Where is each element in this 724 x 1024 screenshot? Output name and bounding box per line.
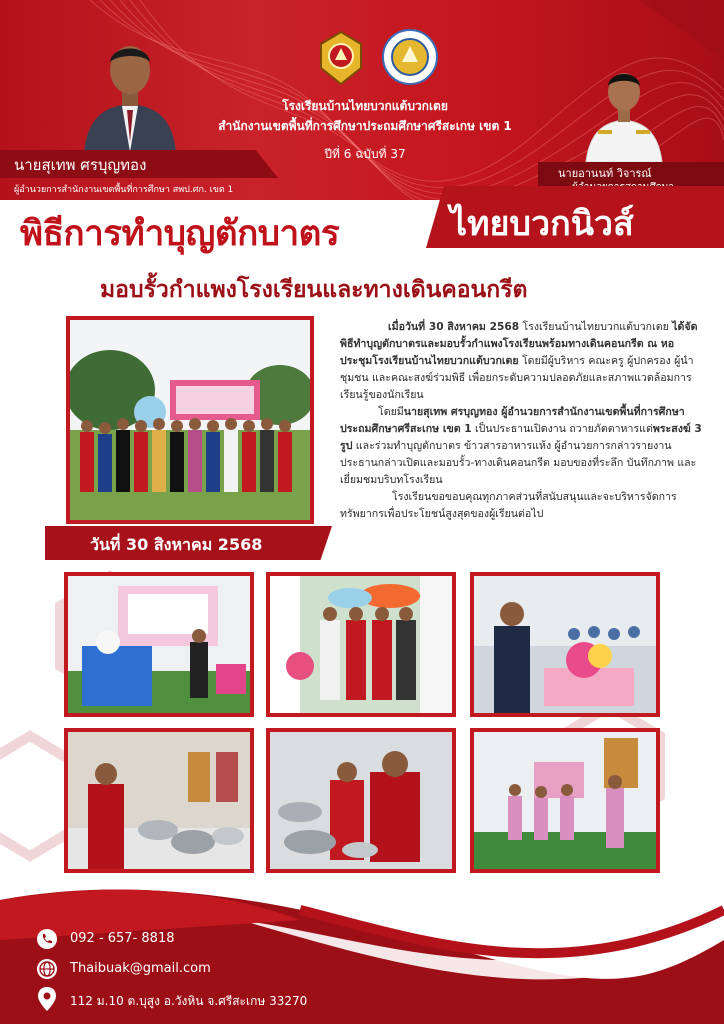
- left-official-portrait: [78, 30, 182, 152]
- office-seal-icon: [382, 28, 438, 86]
- brand-name: ไทยบวกนิวส์: [450, 204, 634, 244]
- gallery-photo-1: [64, 572, 254, 717]
- event-date: วันที่ 30 สิงหาคม 2568: [90, 535, 263, 554]
- article-text: โดยมีผู้บริหาร คณะครู ผู้ปกครอง ผู้นำชุมชน และคณะสงฆ์ร่วมพิธี เพื่อยกระดับความปลอดภัยและสภาพแวดล้อมการเรียนรู้ของนักเรียน: [340, 355, 694, 401]
- article-paragraph-3: [340, 489, 704, 523]
- footer-phone[interactable]: 092 - 657- 8818: [70, 931, 175, 946]
- gallery-photo-4: [64, 728, 254, 873]
- footer-email[interactable]: Thaibuak@gmail.com: [70, 961, 211, 976]
- article-body: [340, 319, 704, 523]
- header-banner: [0, 0, 724, 200]
- school-emblem-icon: [317, 30, 365, 86]
- gallery-photo-6: [470, 728, 660, 873]
- headline: พิธีการทำบุญตักบาตร: [20, 214, 340, 254]
- article-paragraph-2: [340, 404, 704, 489]
- location-pin-icon: [36, 986, 58, 1012]
- article-paragraph-1: [340, 319, 704, 404]
- left-official-role: ผู้อำนวยการสำนักงานเขตพื้นที่การศึกษา สพป.ศก. เขต 1: [14, 185, 234, 195]
- footer-address: 112 ม.10 ต.บุสูง อ.วังหิน จ.ศรีสะเกษ 33270: [70, 994, 308, 1008]
- footer: [0, 880, 724, 1024]
- gallery-photo-5: [266, 728, 456, 873]
- school-name: โรงเรียนบ้านไทยบวกแต้บวกเตย: [282, 99, 448, 113]
- right-official-name: นายอานนท์ วิจารณ์: [558, 167, 652, 180]
- phone-icon: [36, 928, 58, 950]
- gallery-photo-3: [470, 572, 660, 717]
- article-bold-text: นายสุเทพ ศรบุญทอง ผู้อำนวยการสำนักงานเขตพื้นที่การศึกษาประถมศึกษาศรีสะเกษ เขต 1: [340, 406, 685, 435]
- article-bold-text: พระสงฆ์ 3 รูป: [340, 423, 702, 452]
- article-text: โดยมี: [378, 406, 404, 418]
- sub-headline: มอบรั้วกำแพงโรงเรียนและทางเดินคอนกรีต: [100, 277, 528, 303]
- article-bold-text: ได้จัดพิธีทำบุญตักบาตรและมอบรั้วกำแพงโรงเรียนพร้อมทางเดินคอนกรีต ณ หอประชุมโรงเรียนบ้านไทยบวกแต้บวกเตย: [340, 321, 698, 367]
- article-text: และร่วมทำบุญตักบาตร ข้าวสารอาหารแห้ง ผู้อำนวยการกล่าวรายงานประธานกล่าวเปิดและมอบรั้ว-ทางเดินคอนกรีต มอบของที่ระลึก บันทึกภาพ และเยี่ยมชมบริบทโรงเรียน: [340, 440, 697, 486]
- right-official-portrait: [584, 60, 664, 162]
- article-date: เมื่อวันที่ 30 สิงหาคม 2568: [388, 321, 520, 333]
- office-name: สำนักงานเขตพื้นที่การศึกษาประถมศึกษาศรีสะเกษ เขต 1: [218, 119, 512, 133]
- article-text: โรงเรียนบ้านไทยบวกแต้บวกเตย: [519, 321, 673, 333]
- article-text: โรงเรียนขอขอบคุณทุกภาคส่วนที่สนับสนุนและจะบริหารจัดการทรัพยากรเพื่อประโยชน์สูงสุดของผู้เรียนต่อไป: [340, 491, 677, 520]
- globe-icon: [36, 958, 58, 980]
- issue-number: ปีที่ 6 ฉบับที่ 37: [324, 147, 406, 161]
- left-official-name: นายสุเทพ ศรบุญทอง: [14, 156, 147, 174]
- main-group-photo: [66, 316, 314, 524]
- article-text: เป็นประธานเปิดงาน ถวายภัตตาหารแด่: [471, 423, 653, 435]
- gallery-photo-2: [266, 572, 456, 717]
